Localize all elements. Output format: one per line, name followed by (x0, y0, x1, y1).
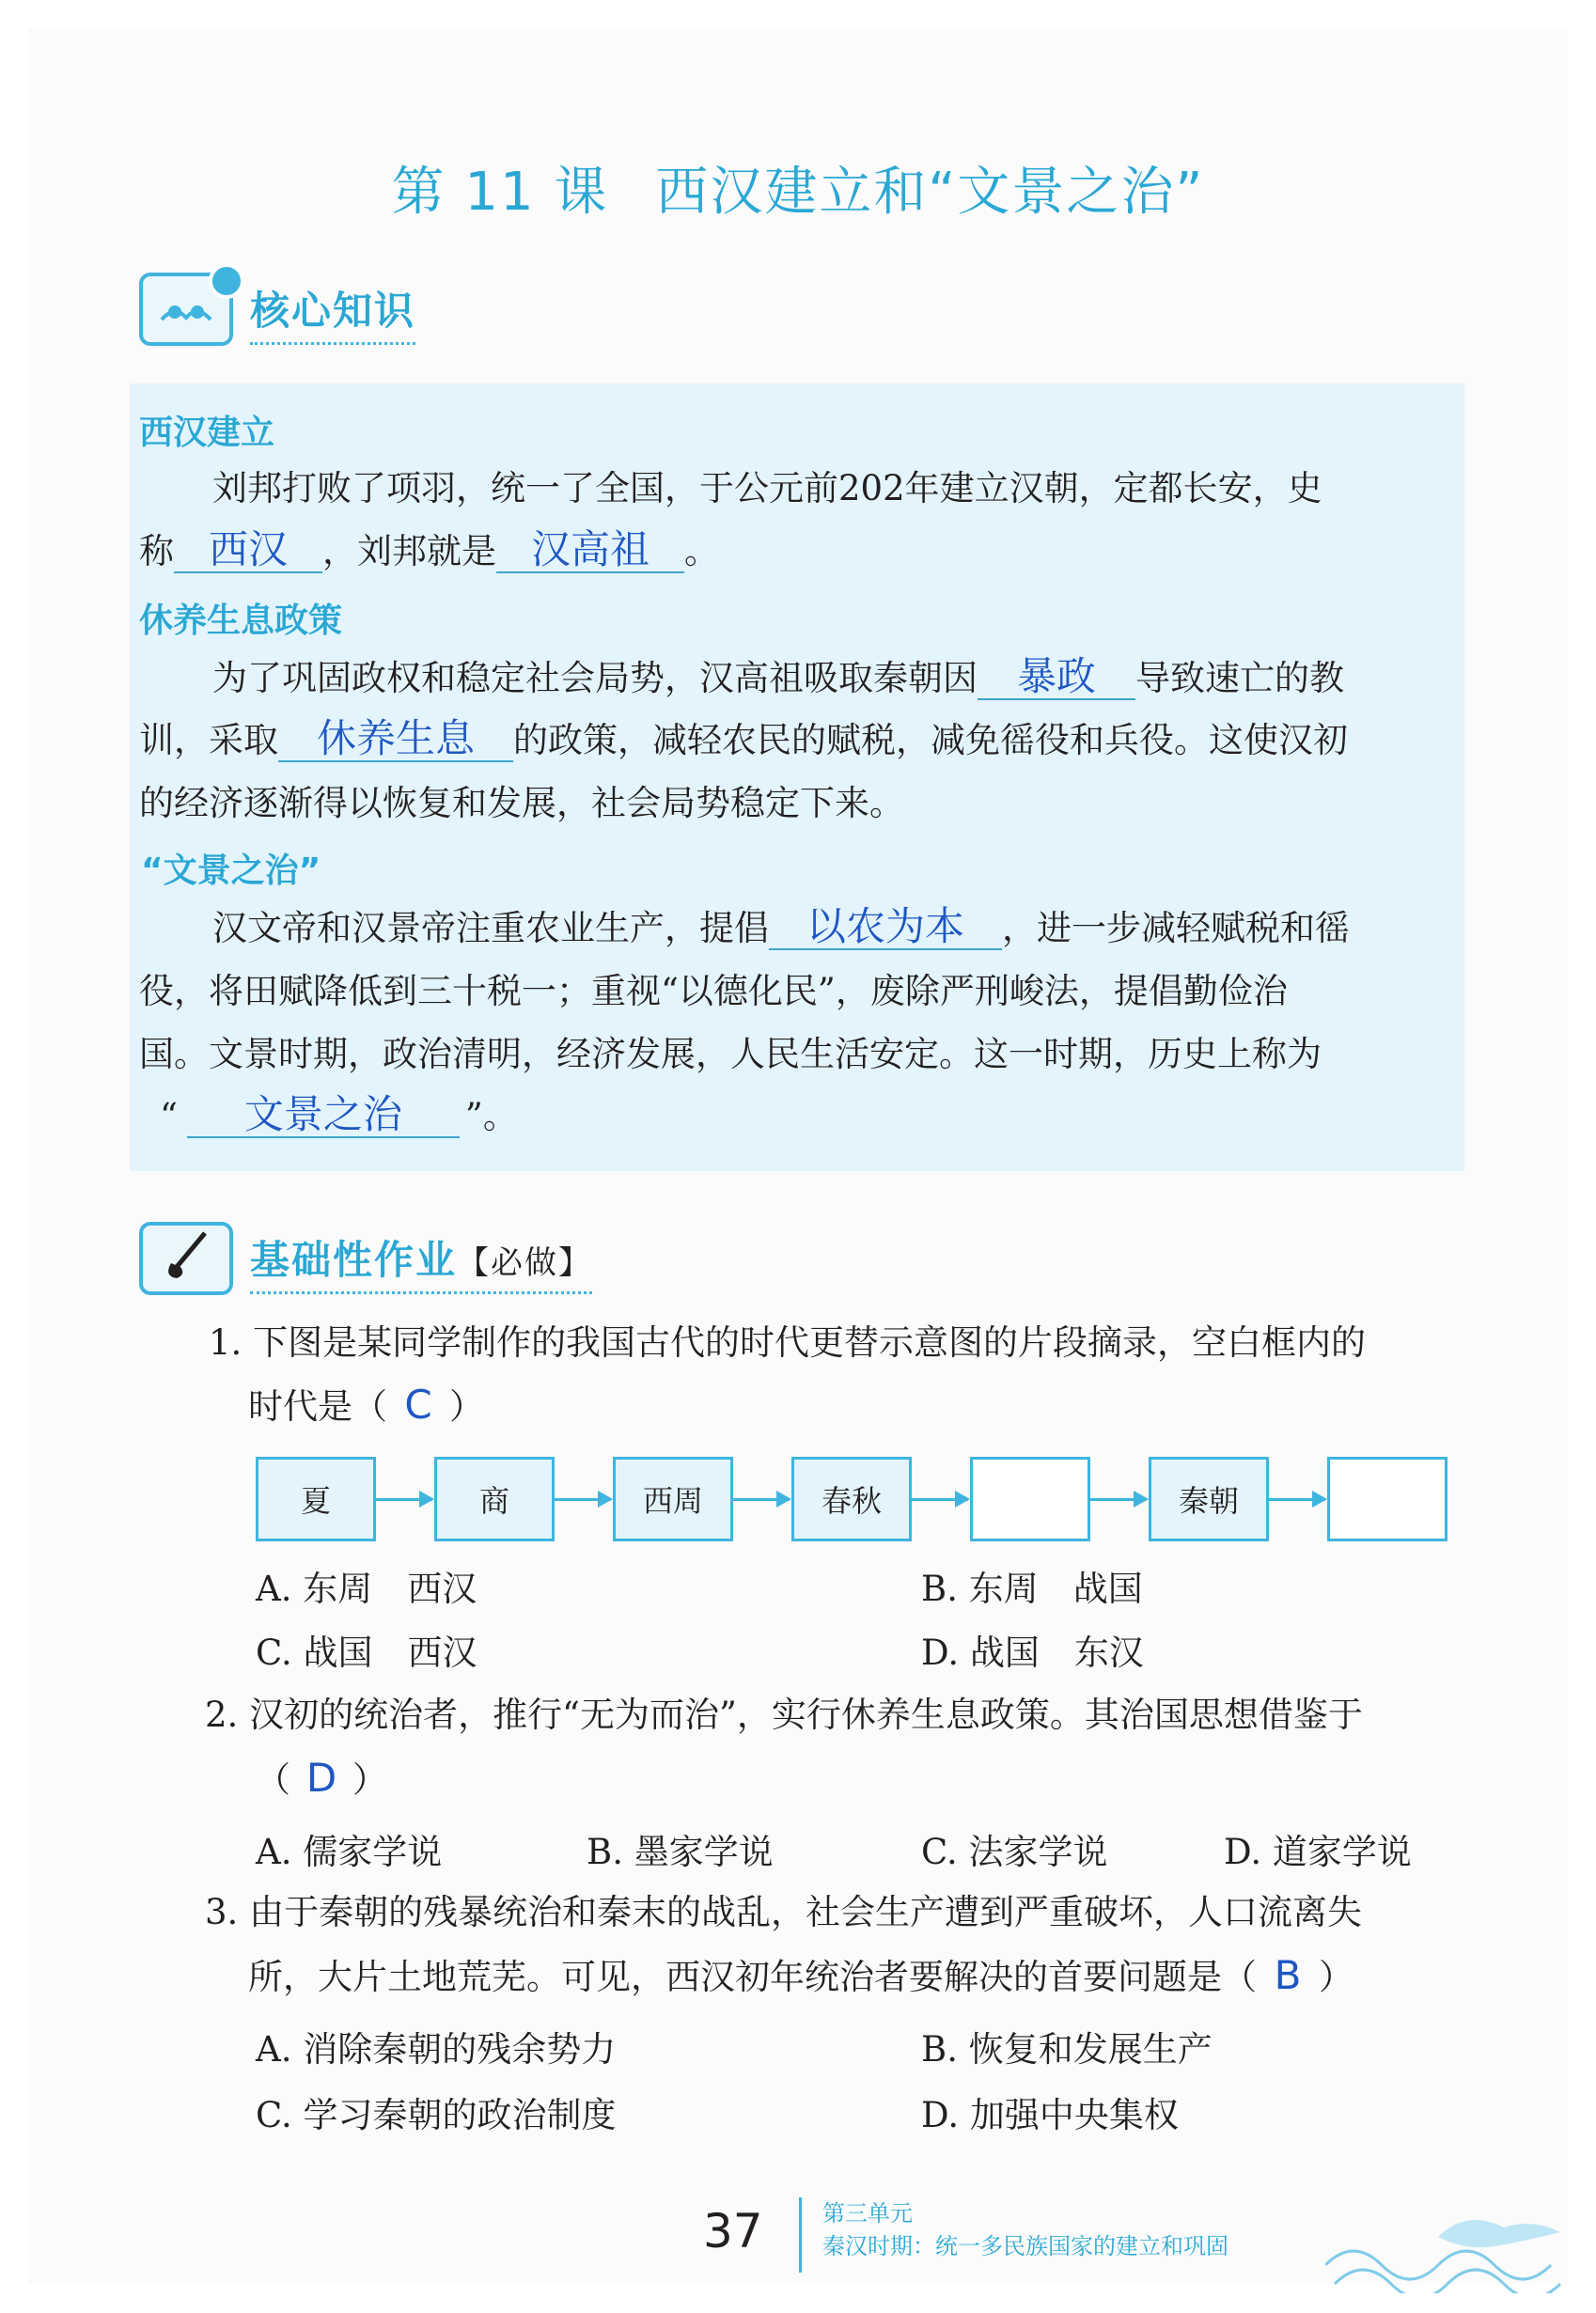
section-title: 基础性作业 (250, 1237, 458, 1283)
footer-divider (799, 2197, 802, 2273)
text-fragment: 。 (684, 531, 719, 571)
text-fragment: 导致速亡的教 (1135, 658, 1344, 698)
core-knowledge-label: 核心知识 (250, 280, 415, 345)
text-fragment: 所，大片土地荒芜。可见，西汉初年统治者要解决的首要问题是（ (248, 1957, 1257, 1997)
text-fragment: （ (256, 1759, 290, 1800)
brush-icon (139, 1222, 233, 1295)
wave-decoration-icon (1325, 2199, 1579, 2293)
lesson-name: 西汉建立和“文景之治” (655, 162, 1205, 223)
text-fragment: 训，采取 (139, 720, 278, 760)
heading-wenjing: “文景之治” (141, 852, 321, 890)
question-1-text: 1. 下图是某同学制作的我国古代的时代更替示意图的片段摘录，空白框内的 (209, 1322, 1367, 1363)
answer-mark: B (1274, 1952, 1302, 1998)
option-d: D. 战国 东汉 (921, 1633, 1144, 1673)
text-fragment: 时代是（ (248, 1386, 387, 1427)
text-line: 国。文景时期，政治清明，经济发展，人民生活安定。这一时期，历史上称为 (139, 1034, 1322, 1074)
text-fragment: “ (160, 1096, 178, 1136)
question-2-text (256, 1755, 387, 1804)
text-fragment: ，刘邦就是 (322, 531, 496, 571)
text-line: 刘邦打败了项羽，统一了全国，于公元前202年建立汉朝，定都长安，史 (212, 468, 1322, 508)
answer-blank: 休养生息 (278, 717, 513, 762)
text-line: 的经济逐渐得以恢复和发展，社会局势稳定下来。 (139, 783, 904, 823)
text-fragment: ） (1319, 1957, 1353, 1997)
lesson-title (0, 150, 1596, 226)
answer-blank: 汉高祖 (496, 528, 684, 573)
text-fragment: ，进一步减轻赋税和徭 (1002, 908, 1350, 948)
text-fragment: 为了巩固政权和稳定社会局势，汉高祖吸取秦朝因 (212, 658, 978, 698)
option-a: A. 儒家学说 (256, 1832, 443, 1872)
flow-box: 春秋 (791, 1457, 912, 1541)
text-line (139, 528, 719, 575)
option-c: C. 战国 西汉 (256, 1633, 477, 1673)
option-d: D. 道家学说 (1224, 1832, 1412, 1872)
flow-box: 商 (434, 1457, 555, 1541)
text-line (212, 655, 1344, 702)
option-d: D. 加强中央集权 (921, 2095, 1179, 2135)
option-c: C. 法家学说 (921, 1832, 1108, 1872)
text-fragment: ） (352, 1759, 387, 1800)
question-3-text: 3. 由于秦朝的残暴统治和秦末的战乱，社会生产遭到严重破坏，人口流离失 (205, 1892, 1363, 1932)
answer-blank: 暴政 (978, 655, 1135, 700)
option-b: B. 东周 战国 (921, 1569, 1143, 1609)
option-c: C. 学习秦朝的政治制度 (256, 2095, 617, 2135)
text-fragment: ”。 (464, 1096, 518, 1136)
question-3-text (248, 1952, 1353, 2001)
arrow-right-icon (1090, 1498, 1147, 1501)
flow-box: 夏 (256, 1457, 376, 1541)
arrow-right-icon (1269, 1498, 1325, 1501)
page-number: 37 (703, 2204, 763, 2258)
text-line (212, 905, 1350, 952)
text-fragment: ） (449, 1386, 484, 1427)
arrow-right-icon (555, 1498, 611, 1501)
text-fragment: 汉文帝和汉景帝注重农业生产，提倡 (212, 908, 769, 948)
answer-mark: C (404, 1382, 432, 1428)
arrow-right-icon (376, 1498, 432, 1501)
option-a: A. 消除秦朝的残余势力 (256, 2029, 617, 2070)
answer-blank: 文景之治 (187, 1093, 460, 1138)
heading-rest-policy: 休养生息政策 (139, 602, 343, 640)
text-line: 役，将田赋降低到三十税一；重视“以德化民”，废除严刑峻法，提倡勤俭治 (139, 971, 1288, 1011)
answer-mark: D (305, 1755, 337, 1801)
answer-blank: 西汉 (174, 528, 322, 573)
option-b: B. 墨家学说 (587, 1832, 774, 1872)
arrow-right-icon (733, 1498, 790, 1501)
text-fragment: 称 (139, 531, 174, 571)
flow-box-blank (970, 1457, 1090, 1541)
unit-title: 秦汉时期：统一多民族国家的建立和巩固 (822, 2233, 1228, 2259)
required-tag: 【必做】 (457, 1244, 593, 1282)
basic-homework-label (250, 1229, 592, 1294)
flow-box: 西周 (613, 1457, 733, 1541)
text-line (160, 1093, 518, 1140)
answer-blank: 以农为本 (769, 905, 1002, 950)
arrow-right-icon (912, 1498, 968, 1501)
heading-western-han: 西汉建立 (139, 414, 275, 452)
question-2-text: 2. 汉初的统治者，推行“无为而治”，实行休养生息政策。其治国思想借鉴于 (205, 1695, 1363, 1735)
lesson-number: 第 11 课 (391, 162, 609, 223)
flow-box: 秦朝 (1149, 1457, 1269, 1541)
option-b: B. 恢复和发展生产 (921, 2029, 1213, 2070)
option-a: A. 东周 西汉 (256, 1569, 477, 1609)
text-fragment: 的政策，减轻农民的赋税，减免徭役和兵役。这使汉初 (513, 720, 1348, 760)
text-line (139, 717, 1348, 764)
flow-box-blank (1327, 1457, 1447, 1541)
unit-label: 第三单元 (822, 2200, 913, 2227)
book-icon (139, 273, 233, 346)
question-1-text (248, 1382, 484, 1430)
